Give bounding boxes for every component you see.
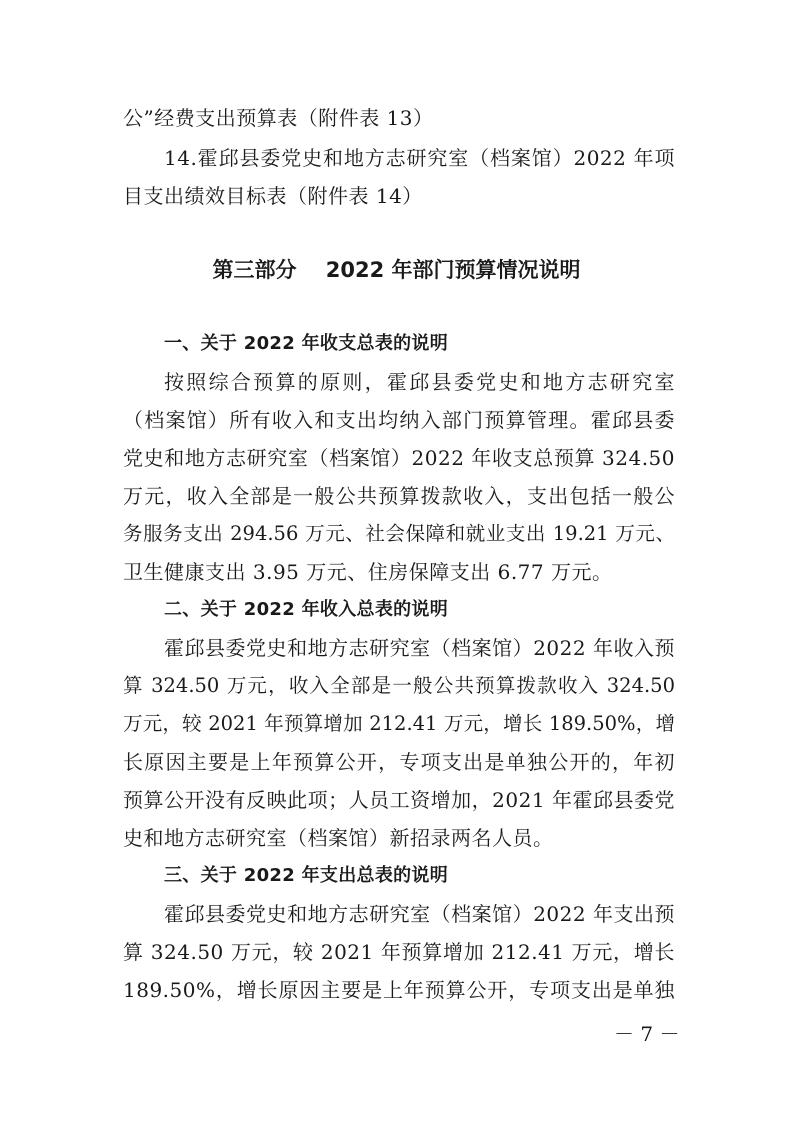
- section-heading: 三、关于 2022 年支出总表的说明: [164, 865, 449, 886]
- part-title: 第三部分 2022 年部门预算情况说明: [212, 258, 581, 282]
- body-line: 万元，收入全部是一般公共预算拨款收入，支出包括一般公: [123, 484, 675, 508]
- section-heading: 二、关于 2022 年收入总表的说明: [164, 599, 449, 620]
- body-line: 卫生健康支出 3.95 万元、住房保障支出 6.77 万元。: [123, 560, 613, 584]
- page-number: － 7 －: [614, 1022, 680, 1046]
- body-line: 党史和地方志研究室（档案馆）2022 年收支总预算 324.50: [123, 446, 675, 470]
- body-line: 霍邱县委党史和地方志研究室（档案馆）2022 年支出预: [164, 902, 675, 926]
- body-line: 目支出绩效目标表（附件表 14）: [123, 184, 423, 208]
- body-line: 公”经费支出预算表（附件表 13）: [123, 106, 434, 130]
- body-line: 长原因主要是上年预算公开，专项支出是单独公开的，年初: [123, 750, 675, 774]
- body-line: 算 324.50 万元，较 2021 年预算增加 212.41 万元，增长: [123, 940, 675, 964]
- body-line: （档案馆）所有收入和支出均纳入部门预算管理。霍邱县委: [123, 408, 675, 432]
- body-line: 预算公开没有反映此项；人员工资增加，2021 年霍邱县委党: [123, 788, 675, 812]
- list-item: 14.霍邱县委党史和地方志研究室（档案馆）2022 年项: [164, 146, 675, 170]
- body-line: 按照综合预算的原则，霍邱县委党史和地方志研究室: [164, 370, 675, 394]
- body-line: 万元，较 2021 年预算增加 212.41 万元，增长 189.50%，增: [123, 712, 675, 735]
- body-line: 霍邱县委党史和地方志研究室（档案馆）2022 年收入预: [164, 636, 675, 660]
- section-heading: 一、关于 2022 年收支总表的说明: [164, 333, 449, 354]
- body-line: 算 324.50 万元，收入全部是一般公共预算拨款收入 324.50: [123, 674, 675, 697]
- body-line: 史和地方志研究室（档案馆）新招录两名人员。: [123, 826, 554, 850]
- body-line: 务服务支出 294.56 万元、社会保障和就业支出 19.21 万元、: [123, 522, 675, 545]
- body-line: 189.50%，增长原因主要是上年预算公开，专项支出是单独: [123, 978, 675, 1002]
